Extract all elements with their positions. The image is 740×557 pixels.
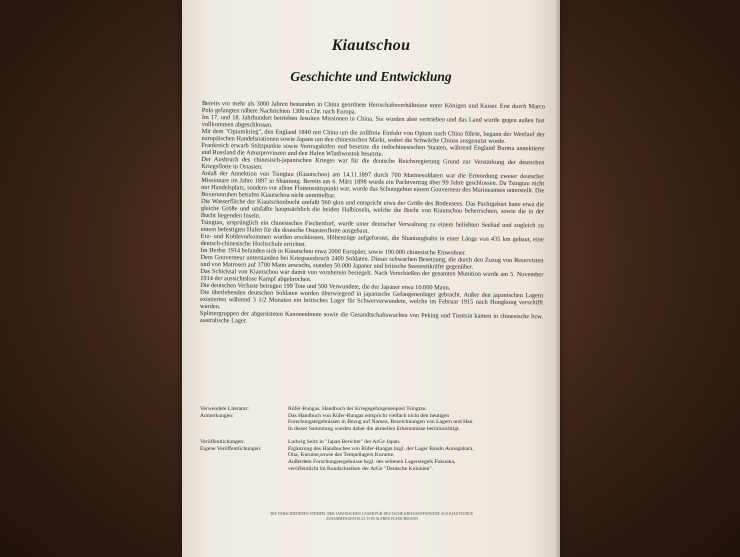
paragraph: Im 17. und 18. Jahrhundert betrieben Jesuiten Missionen in China. Sie wurden aber vertrieben und das Land wurde gegen außen fast vollkommen abgeschlossen. [201, 113, 545, 129]
own-publications-row [200, 446, 540, 473]
own-publications-line: Außerdem Forschungsergebnisse bzgl. des seltenen Lagersiegels Fukuoka, [288, 458, 456, 465]
document-subtitle: Geschichte und Entwicklung [290, 69, 452, 84]
own-publications-line: Oita, Kurume,sowie des Tempellagers Kurume. [288, 452, 395, 459]
footer-line: ZUSAMMENGESTELLT VON ALFRED FLEISCHMANN [326, 516, 418, 521]
footer-line: DIE VERSCHIEDENEN STEMPEL DER JAPANISCHEN LAGER FÜR DEUTSCHE KRIEGSGEFANGENE AUS KIAUTSCHOU [270, 512, 474, 516]
document-sheet [182, 0, 560, 557]
own-publications-line: veröffentlicht im Rundschreiben der ArGe "Deutsche Kolonien". [288, 465, 434, 472]
own-publications-line: Ergänzung des Handbuches von Rüfer-Rungas bzgl. der Lager Bando Aonogahara, [288, 445, 474, 452]
paragraph: Erz- und Kohlevorkommen wurden erschlossen, Höhenzüge aufgeforstet, die Shantungbahn in einer Länge von 435 km gebaut, eine deutsch-chinesische Hochschule errichtet. [200, 232, 544, 249]
paragraph: Mit dem "Opiumkrieg", den England 1840 mit China um die zollfreie Einfuhr von Opium nach China führte, begann der Wettlauf der europäischen Handelsnationen sowie Japans um den chinesischen Markt, wobei die Schwäche Chinas ausgenutzt wurde. [201, 127, 545, 145]
own-publications-value [288, 446, 540, 473]
literature-label: Verwendete Literatur: [200, 406, 249, 412]
paragraph: Die überlebenden deutschen Soldaten wurden überwiegend in japanische Gefangenenlager gebracht. Außer den japanischen Lagern existierten während 3 1/2 Monaten ein britisches Lager für Schwerverwundete, welche im Februar 1915 nach Hongkong verschifft wurden. [199, 288, 544, 311]
document-title: Kiautschou [331, 37, 411, 54]
publications-row [200, 439, 540, 446]
publications-label: Veröffentlichungen: [200, 438, 245, 445]
references-section [200, 406, 540, 472]
publications-value: Ludwig Seitz in "Japan Berichte" der ArGe Japan. [288, 438, 401, 445]
paragraph: Anlaß der Annektion von Tsingtau (Kiautschou) am 14.11.1897 durch 700 Marinesoldaten war die Ermordung zweier deutscher Missionare im Jahre 1897 in Shantung. Bereits am 6. März 1898 wurde ein Pachtvertrag über 99 Jahre geschlossen. Da Tsingtau nicht nur Handelsplatz, sondern vor allem Flottenstützpunkt war, wurde das Schutzgebiet einem Gouverneur des Marineamtes unterstellt. Die Boxerunruhen betrafen Kiautschou nicht unmittelbar. [201, 169, 545, 200]
literature-row [200, 406, 540, 413]
paragraph: Frankreich erwarb Stützpunkte sowie Vertragshäfen und besetzte die indochinesischen Staaten, während England Burma annektierte und Russland die Amurprovinzen und den Hafen Wladiwostok besetzte. [201, 141, 545, 158]
paragraph: Tsingtau, ursprünglich ein chinesisches Fischerdorf, wurde unter deutscher Verwaltung zu einem beliebten Seebad und zugleich zu einem befestigten Hafen für die deutsche Ostasienflotte ausgebaut. [200, 218, 544, 235]
paragraph: Splittergruppen der abgerüsteten Kanonenboote sowie die Gesandtschaftswachen von Peking und Tientsin kamen in chinesische bzw. australische Lager. [199, 309, 543, 325]
notes-line: Forschungsergebnissen in Bezug auf Namen, Bezeichnungen von Lagern und Han. [288, 419, 474, 426]
notes-line: Das Handbuch von Rüfer-Rungas entspricht vielfach nicht den heutigen [288, 412, 450, 419]
own-publications-label: Eigene Veröffentlichungen: [200, 445, 262, 452]
notes-row [200, 413, 540, 433]
paragraph: Der Ausbruch des chinesisch-japanischen Krieges war für die deutsche Reichsregierung Grund zur Verstärkung der deutschen Kriegsflotte in Ostasien. [201, 155, 545, 171]
page-footer [222, 512, 522, 521]
paragraph: Im Herbst 1914 befanden sich in Kiautschou etwa 2000 Europäer, sowie 190.000 chinesische Einwohner. [200, 246, 467, 257]
paragraph: Das Schicksal von Kiautschou war damit von vornherein besiegelt. Nach Verschießen der gesamten Munition wurde am 5. November 1914 der aussichtslose Kampf abgebrochen. [200, 267, 544, 284]
paragraph: Die Wasserfläche der Kiautschoubucht umfaßt 560 qkm und entspricht etwa der Größe des Bodensees. Das Pachtgebiet hatte etwa die gleiche Größe und umfaßte hauptsächlich die beiden Halbinseln, welche die Bucht von Kiautschou beherrschten, sowie die in der Bucht liegenden Inseln. [200, 197, 545, 220]
literature-value: Rüfer-Rungas, Handbuch der Kriegsgefangenenpost Tsingtau. [288, 406, 427, 412]
notes-line: In dieser Sammlung wurden daher die aktuellen Erkenntnisse berücksichtigt. [288, 426, 460, 433]
notes-label: Anmerkungen: [200, 412, 234, 419]
paragraph: Bereits vor mehr als 3000 Jahren bestanden in China geordnete Herrschaftsverhältnisse unter Königen und Kaiser. Erst durch Marco Polo gelangten nähere Nachrichten 1300 n.Chr. nach Europa. [201, 100, 545, 116]
paragraph: Dem Gouverneur unterstanden bei Kriegsausbruch 2400 Soldaten. Dieser schwachen Besetzung, die durch den Zuzug von Reservisten und von Matrosen auf 3700 Mann anwuchs, standen 50.000 Japaner und britische Seestreitkräfte gegenüber. [200, 253, 544, 271]
history-body [200, 100, 545, 327]
paragraph: Die deutschen Verluste betrugen 199 Tote und 500 Verwundete, die der Japaner etwa 10.000 Mann. [200, 281, 451, 292]
notes-value [288, 413, 540, 433]
